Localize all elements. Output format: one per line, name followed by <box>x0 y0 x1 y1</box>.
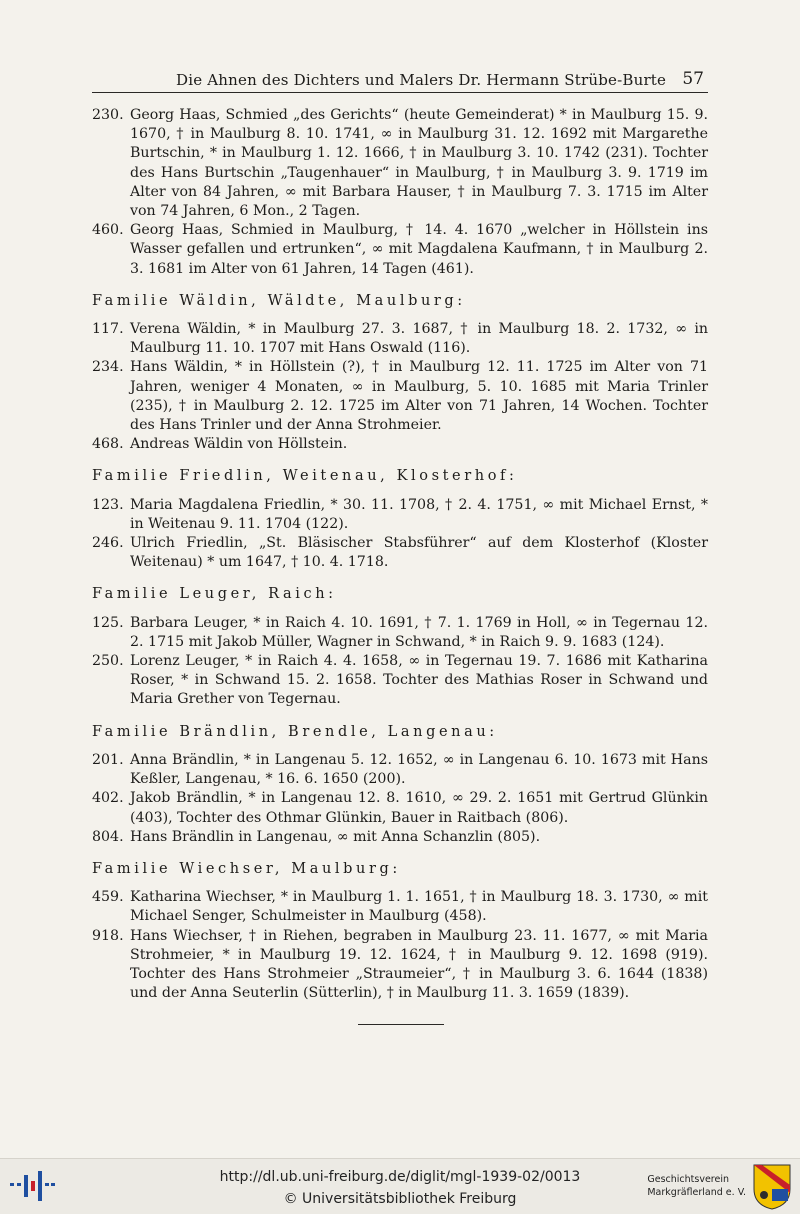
entry-number: 125. <box>92 614 124 631</box>
entry-text: Ulrich Friedlin, „St. Bläsischer Stabsführer“ auf dem Klosterhof (Kloster Weitenau) * um 1647, † 10. 4. 1718. <box>130 535 708 571</box>
society-line-2: Markgräflerland e. V. <box>647 1187 746 1198</box>
entry-text: Hans Brändlin in Langenau, ∞ mit Anna Schanzlin (805). <box>130 828 541 845</box>
coat-of-arms-icon <box>752 1163 792 1211</box>
genealogy-text <box>92 106 708 1003</box>
entry-number: 246. <box>92 535 124 552</box>
entry-text: Georg Haas, Schmied „des Gerichts“ (heute Gemeinderat) * in Maulburg 15. 9. 1670, † in Maulburg 8. 10. 1741, ∞ in Maulburg 31. 12. 1692 mit Margarethe Burtschin, * in Maulburg 1. 12. 1666, † in Maulburg 3. 10. 1742 (231). Tochter des Hans Burtschin „Taugenhauer“ in Maulburg, † in Maulburg 3. 9. 1719 im Alter von 84 Jahren, ∞ mit Barbara Hauser, † in Maulburg 7. 3. 1715 im Alter von 74 Jahren, 6 Mon., 2 Tagen. <box>130 107 708 220</box>
ancestor-entry <box>92 534 708 572</box>
entry-text: Georg Haas, Schmied in Maulburg, † 14. 4. 1670 „welcher in Höllstein ins Wasser gefallen und ertrunken“, ∞ mit Magdalena Kaufmann, † in Maulburg 2. 3. 1681 im Alter von 61 Jahren, 14 Tagen (461). <box>130 222 708 277</box>
society-name[interactable] <box>647 1173 746 1199</box>
ancestor-entry <box>92 496 708 534</box>
ancestor-entry <box>92 106 708 221</box>
ancestor-entry <box>92 751 708 789</box>
ancestor-entry <box>92 652 708 710</box>
entry-number: 918. <box>92 927 124 944</box>
ancestor-entry <box>92 358 708 435</box>
entry-number: 460. <box>92 222 124 239</box>
family-heading: Familie Friedlin, Weitenau, Klosterhof: <box>92 468 518 485</box>
ancestor-entry <box>92 435 708 454</box>
entry-number: 402. <box>92 790 124 807</box>
entry-text: Anna Brändlin, * in Langenau 5. 12. 1652, ∞ in Langenau 6. 10. 1673 mit Hans Keßler, Langenau, * 16. 6. 1650 (200). <box>130 751 708 788</box>
source-url-link[interactable]: http://dl.ub.uni-freiburg.de/diglit/mgl-1939-02/0013 <box>219 1169 581 1185</box>
ancestor-entry <box>92 828 708 847</box>
entry-number: 250. <box>92 653 124 670</box>
entry-number: 123. <box>92 496 124 513</box>
entry-number: 804. <box>92 828 124 845</box>
ancestor-entry <box>92 320 708 358</box>
running-header <box>92 68 708 93</box>
entry-text: Katharina Wiechser, * in Maulburg 1. 1. 1651, † in Maulburg 18. 3. 1730, ∞ mit Michael Senger, Schulmeister in Maulburg (458). <box>130 889 708 925</box>
entry-text: Jakob Brändlin, * in Langenau 12. 8. 1610, ∞ 29. 2. 1651 mit Gertrud Glünkin (403), Tochter des Othmar Glünkin, Bauer in Raitbach (806). <box>130 790 708 826</box>
entry-text: Andreas Wäldin von Höllstein. <box>130 436 348 453</box>
running-title: Die Ahnen des Dichters und Malers Dr. Hermann Strübe-Burte <box>176 71 667 89</box>
family-heading: Familie Leuger, Raich: <box>92 586 337 603</box>
entry-number: 117. <box>92 321 124 338</box>
ancestor-entry <box>92 789 708 827</box>
entry-number: 230. <box>92 107 124 123</box>
viewer-footer <box>0 1158 800 1214</box>
entry-text: Verena Wäldin, * in Maulburg 27. 3. 1687, † in Maulburg 18. 2. 1732, ∞ in Maulburg 11. 10. 1707 mit Hans Oswald (116). <box>130 321 708 357</box>
entry-number: 468. <box>92 436 124 453</box>
family-heading: Familie Wäldin, Wäldte, Maulburg: <box>92 292 466 309</box>
society-line-1: Geschichtsverein <box>647 1174 729 1185</box>
entry-text: Maria Magdalena Friedlin, * 30. 11. 1708, † 2. 4. 1751, ∞ mit Michael Ernst, * in Weitenau 9. 11. 1704 (122). <box>130 496 708 532</box>
entry-number: 234. <box>92 359 124 376</box>
entry-number: 459. <box>92 889 124 906</box>
family-heading: Familie Brändlin, Brendle, Langenau: <box>92 723 498 740</box>
page-number: 57 <box>682 69 704 89</box>
family-heading: Familie Wiechser, Maulburg: <box>92 860 401 877</box>
ancestor-entry <box>92 614 708 652</box>
entry-number: 201. <box>92 751 124 768</box>
entry-text: Hans Wiechser, † in Riehen, begraben in Maulburg 23. 11. 1677, ∞ mit Maria Strohmeier, * in Maulburg 19. 12. 1624, † in Maulburg 9. 12. 1698 (919). Tochter des Hans Strohmeier „Straumeier“, † in Maulburg 3. 6. 1644 (1838) und der Anna Seuterlin (Sütterlin), † in Maulburg 11. 3. 1659 (1839). <box>130 927 708 1002</box>
copyright-text: © Universitätsbibliothek Freiburg <box>283 1191 517 1207</box>
ancestor-entry <box>92 888 708 926</box>
entry-text: Hans Wäldin, * in Höllstein (?), † in Maulburg 12. 11. 1725 im Alter von 71 Jahren, weniger 4 Monaten, ∞ in Maulburg, 5. 10. 1685 mit Maria Trinler (235), † in Maulburg 2. 12. 1725 im Alter von 71 Jahren, 14 Wochen. Tochter des Hans Trinler und der Anna Strohmeier. <box>130 359 708 434</box>
ancestor-entry <box>92 221 708 279</box>
end-rule <box>358 1024 444 1025</box>
entry-text: Lorenz Leuger, * in Raich 4. 4. 1658, ∞ in Tegernau 19. 7. 1686 mit Katharina Roser, * in Schwand 15. 2. 1658. Tochter des Mathias Roser in Schwand und Maria Grether von Tegernau. <box>130 653 708 708</box>
ancestor-entry <box>92 927 708 1004</box>
entry-text: Barbara Leuger, * in Raich 4. 10. 1691, † 7. 1. 1769 in Holl, ∞ in Tegernau 12. 2. 1715 mit Jakob Müller, Wagner in Schwand, * in Raich 9. 9. 1683 (124). <box>130 614 708 650</box>
